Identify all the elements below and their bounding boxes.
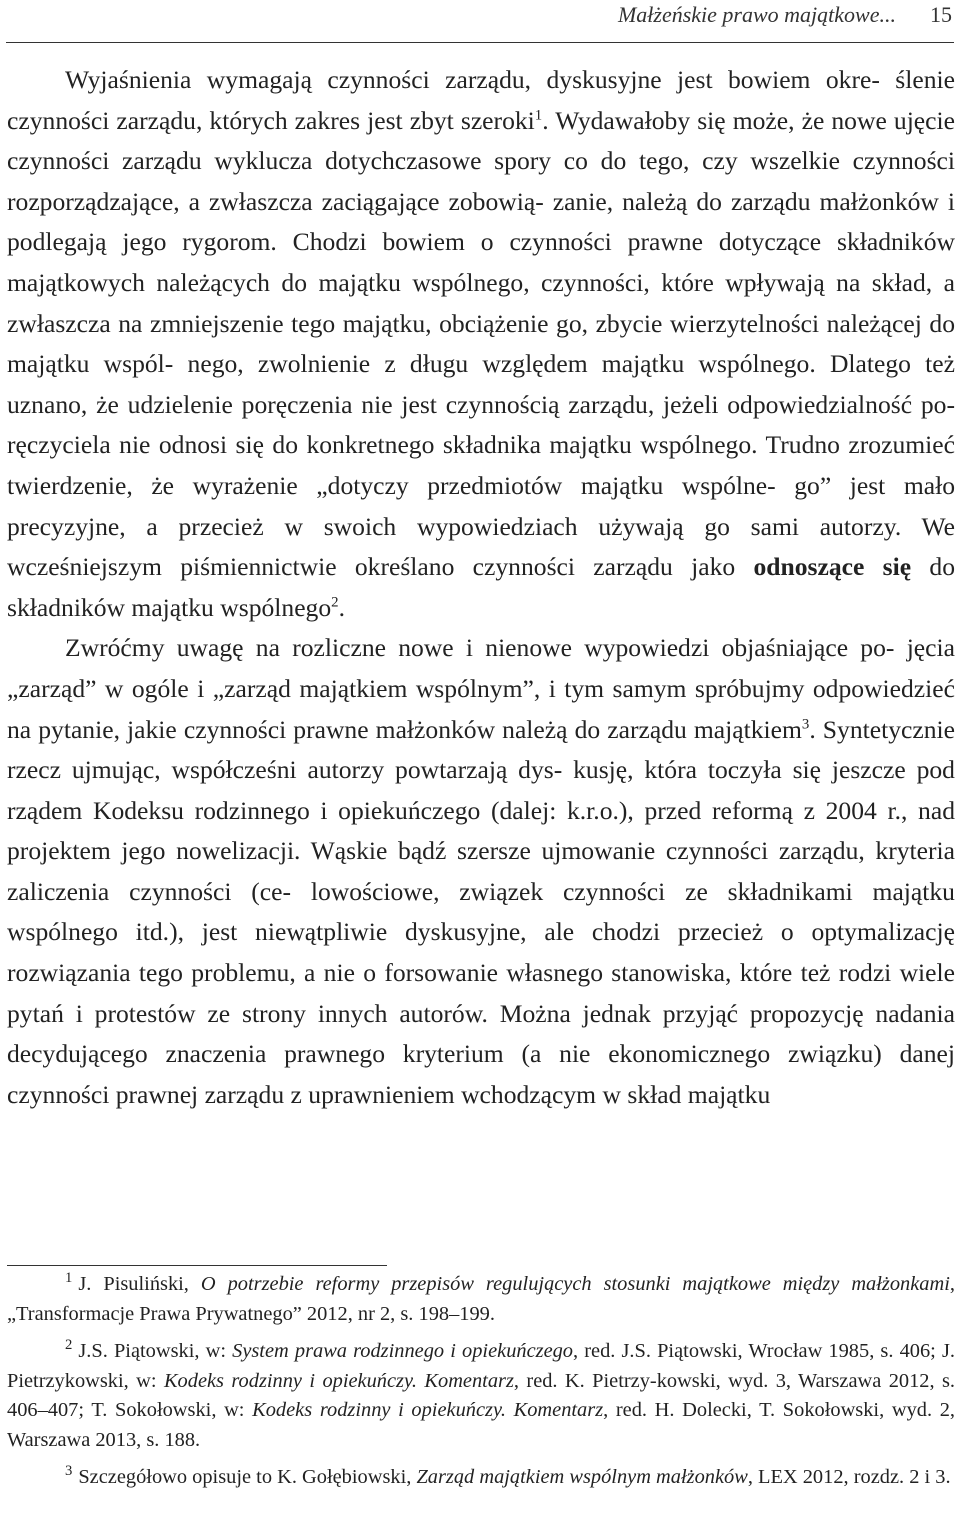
text-run: ręczyciela nie odnosi się do konkretnego składnika majątku wspólnego. Trudno zrozumieć twierdzenie, że wyrażenie „dotyczy przedmiotów majątku wspólne- [7,430,955,500]
footnote-text: J.S. Piątowski, w: [78,1340,233,1362]
footnote-2 [7,1337,955,1455]
text-run: go” jest mało precyzyjne, a przecież w swoich wypowiedziach używają go sami autorzy. We wcześniejszym piśmiennictwie określano czynności zarządu jako [7,470,955,582]
text-run: . Wydawałoby się może, że nowe ujęcie czynności zarządu wyklucza dotychczasowe spory co do tego, czy wszelkie czynności rozporządzające, a zwłaszcza zaciągające zobowią- [7,105,955,216]
footnote-3 [7,1463,955,1493]
main-text [7,60,955,1115]
page-number: 15 [930,2,952,27]
text-run: zanie, należą do zarządu małżonków i podlegają jego rygorom. Chodzi bowiem o czynności prawne dotyczące składników majątkowych należących do majątku wspólnego, czynności, które wpływają na skład, a zwłaszcza na zmniejszenie tego majątku, obciążenie go, zbycie wierzytelności należącej do majątku wspól- [7,186,955,379]
footnote-ref-3: 3 [801,715,810,732]
footnote-ref-1: 1 [534,107,543,124]
running-header [0,0,960,36]
footnote-text: , red. H. Dolecki, T. Sokołowski, wyd. 2, Warszawa 2013, s. 188. [7,1399,956,1451]
footnote-1 [7,1270,955,1329]
text-run: . Syntetycznie rzecz ujmując, współcześni autorzy powtarzają dys- [7,714,955,785]
footnote-ref-2: 2 [331,594,339,611]
text-run: lowościowe, związek czynności ze składnikami majątku wspólnego itd.), jest niewątpliwie dyskusyjne, ale chodzi przecież o optymalizację rozwiązania tego problemu, a nie o forsowanie własnego stanowiska, które też rodzi wiele pytań i protestów ze strony innych autorów. Można jednak przyjąć propozycję nadania decydującego znaczenia prawnego kryterium (a nie ekonomicznego związku) danej czynności prawnej zarządu z uprawnieniem wchodzącym w skład majątku [7,876,955,1109]
footnotes [7,1270,955,1493]
footnote-title: Kodeks rodzinny i opiekuńczy. Komentarz [252,1399,604,1421]
text-run: do składników majątku wspólnego [7,552,956,622]
footnote-text: , LEX 2012, rozdz. 2 i 3. [747,1466,951,1488]
footnote-number: 2 [65,1337,73,1354]
bold-phrase: odnoszące się [753,552,912,582]
footnote-text: , red. J.S. Piątowski, Wrocław 1985, s. 406; J. Pietrzykowski, w: [7,1340,955,1392]
footnote-text: , „Transformacje Prawa Prywatnego” 2012, nr 2, s. 198–199. [7,1273,955,1325]
text-run: ślenie czynności zarządu, których zakres jest zbyt szeroki [7,65,955,135]
footnote-text: , red. K. Pietrzy-kowski, wyd. 3, Warszawa 2012, s. 406–407; T. Sokołowski, w: [7,1369,955,1421]
text-run: kusję, która toczyła się jeszcze pod rządem Kodeksu rodzinnego i opiekuńczego (dalej: k.r.o.), przed reformą z 2004 r., nad projektem jego nowelizacji. Wąskie bądź szersze ujmowanie czynności zarządu, kryteria zaliczenia czynności (ce- [7,755,955,906]
text-run: jęcia „zarząd” w ogóle i „zarząd majątkiem wspólnym”, i tym samym spróbujmy odpowiedzieć na pytanie, jakie czynności prawne małżonków należą do zarządu majątkiem [7,633,955,744]
running-title: Małżeńskie prawo majątkowe... [617,2,896,27]
footnote-title: System prawa rodzinnego i opiekuńczego [232,1340,574,1362]
footnote-number: 3 [65,1463,73,1480]
footnote-number: 1 [65,1270,73,1287]
footnote-text: J. Pisuliński, [78,1273,201,1295]
paragraph-2 [7,628,955,1115]
header-rule [6,42,954,43]
text-run: Wyjaśnienia wymagają czynności zarządu, dyskusyjne jest bowiem okre- [65,65,880,94]
text-run: . [338,592,345,622]
footnote-title: Kodeks rodzinny i opiekuńczy. Komentarz [163,1369,514,1392]
footnote-title: O potrzebie reformy przepisów regulujących stosunki majątkowe między małżonkami [200,1273,950,1295]
paragraph-1 [7,60,955,628]
footnote-title: Zarząd majątkiem wspólnym małżonków [416,1466,748,1488]
footnote-rule [7,1265,387,1266]
text-run: Zwróćmy uwagę na rozliczne nowe i nienowe wypowiedzi objaśniające po- [65,633,895,663]
text-run: nego, zwolnienie z długu względem majątku wspólnego. Dlatego też uznano, że udzielenie poręczenia nie jest czynnością zarządu, jeżeli odpowiedzialność po- [7,349,955,419]
footnote-text: Szczegółowo opisuje to K. Gołębiowski, [78,1466,417,1488]
